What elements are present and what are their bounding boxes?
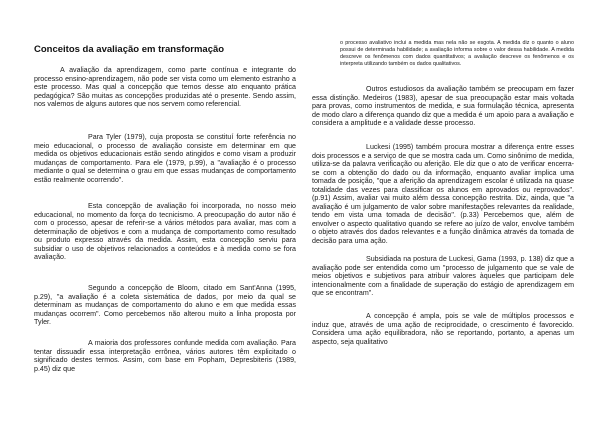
paragraph-luckesi: Luckesi (1995) também procura mostrar a diferença entre esses dois processos e a serviço de que se mostra cada um. Como sinônimo de medida, utiliza-se da palavra verificação ou aferição. Ele diz que o ato de verificar encerra-se com a obtenção do dado ou da informação, enquanto avaliar implica uma tomada de posição, "que a aferição da aprendizagem escolar é utilizada na quase totalidade das vezes para classificar os alunos em aprovados ou reprovados". (p.91) Assim, avaliar vai muito além dessa concepção restrita. Diz, ainda, que "a avaliação é um julgamento de valor sobre manifestações relevantes da realidade, tendo em vista uma tomada de decisão". (p.33) Percebemos que, além de envolver o aspecto qualitativo quando se refere ao juízo de valor, envolve também o objeto através dos dados relevantes e a função dinâmica através da tomada de decisão para uma ação.: [312, 143, 574, 246]
paragraph-gama: Subsidiada na postura de Luckesi, Gama (1993, p. 138) diz que a avaliação pode ser entendida como um "processo de julgamento que se vale de meios objetivos e subjetivos para atribuir valores àqueles que participam dele intencionalmente com a finalidade de superação do estágio de aprendizagem em que se encontram".: [312, 255, 574, 298]
paragraph-intro: A avaliação da aprendizagem, como parte contínua e integrante do processo ensino-aprendizagem, não pode ser vista como um elemento estranho a este processo. Mas qual a concepção que temos desse ato enquanto prática pedagógica? São muitas as concepções produzidas até o presente. Sendo assim, nos valemos de alguns autores que nos servem como referencial.: [34, 66, 296, 109]
paragraph-medida: A maioria dos professores confunde medida com avaliação. Para tentar dissuadir essa interpretação errônea, vários autores têm explicitado o significado destes termos. Assim, com base em Popham, Depresbiteris (1989, p.45) diz que: [34, 339, 296, 373]
paragraph-tecnicismo: Esta concepção de avaliação foi incorporada, no nosso meio educacional, no momento da força do tecnicismo. A preocupação do autor não é com o processo, apesar de referir-se a vários métodos para avaliar, mas com a determinação de objetivos e com a mudança de comportamento como resultado ou produto expresso através da medida. Assim, esta concepção serviu para subsidiar o uso de objetivos relacionados a conteúdos e à medida como se fora avaliação.: [34, 202, 296, 262]
paragraph-tyler: Para Tyler (1979), cuja proposta se constituí forte referência no meio educacional, o processo de avaliação consiste em determinar em que medida os objetivos educacionais estão sendo atingidos e como visam a produzir mudanças de comportamento. Para ele (1979, p.99), a "avaliação é o processo mediante o qual se determina o grau em que essas mudanças de comportamento estão realmente ocorrendo".: [34, 133, 296, 184]
section-heading: Conceitos da avaliação em transformação: [34, 44, 225, 55]
paragraph-concepcao: A concepção é ampla, pois se vale de múltiplos processos e induz que, através de uma ação de reciprocidade, o crescimento é favorecido. Considera uma ação equilibradora, não se reportando, portanto, a apenas um aspecto, seja qualitativo: [312, 312, 574, 346]
paragraph-medeiros: Outros estudiosos da avaliação também se preocupam em fazer essa distinção. Medeiros (1983), apesar de sua preocupação estar mais voltada para provas, como instrumentos de medida, e sua formulação técnica, apresenta de modo claro a diferença quando diz que a medida é um apoio para a avaliação e considera a amplitude e a validade desse processo.: [312, 85, 574, 128]
paragraph-bloom: Segundo a concepção de Bloom, citado em Sant'Anna (1995, p.29), "a avaliação é a coleta sistemática de dados, por meio da qual se determinam as mudanças de comportamento do aluno e em que medida essas mudanças ocorrem". Como percebemos não alterou muito a linha proposta por Tyler.: [34, 284, 296, 327]
block-quote: o processo avaliativo inclui a medida mas nela não se esgota. A medida diz o quanto o aluno possui de determinada habilidade; a avaliação informa sobre o valor dessa habilidade. A medida descreve os fenômenos com dados quantitativos; a avaliação descreve os fenômenos e os interpreta utilizando também os dados qualitativos.: [340, 40, 574, 67]
